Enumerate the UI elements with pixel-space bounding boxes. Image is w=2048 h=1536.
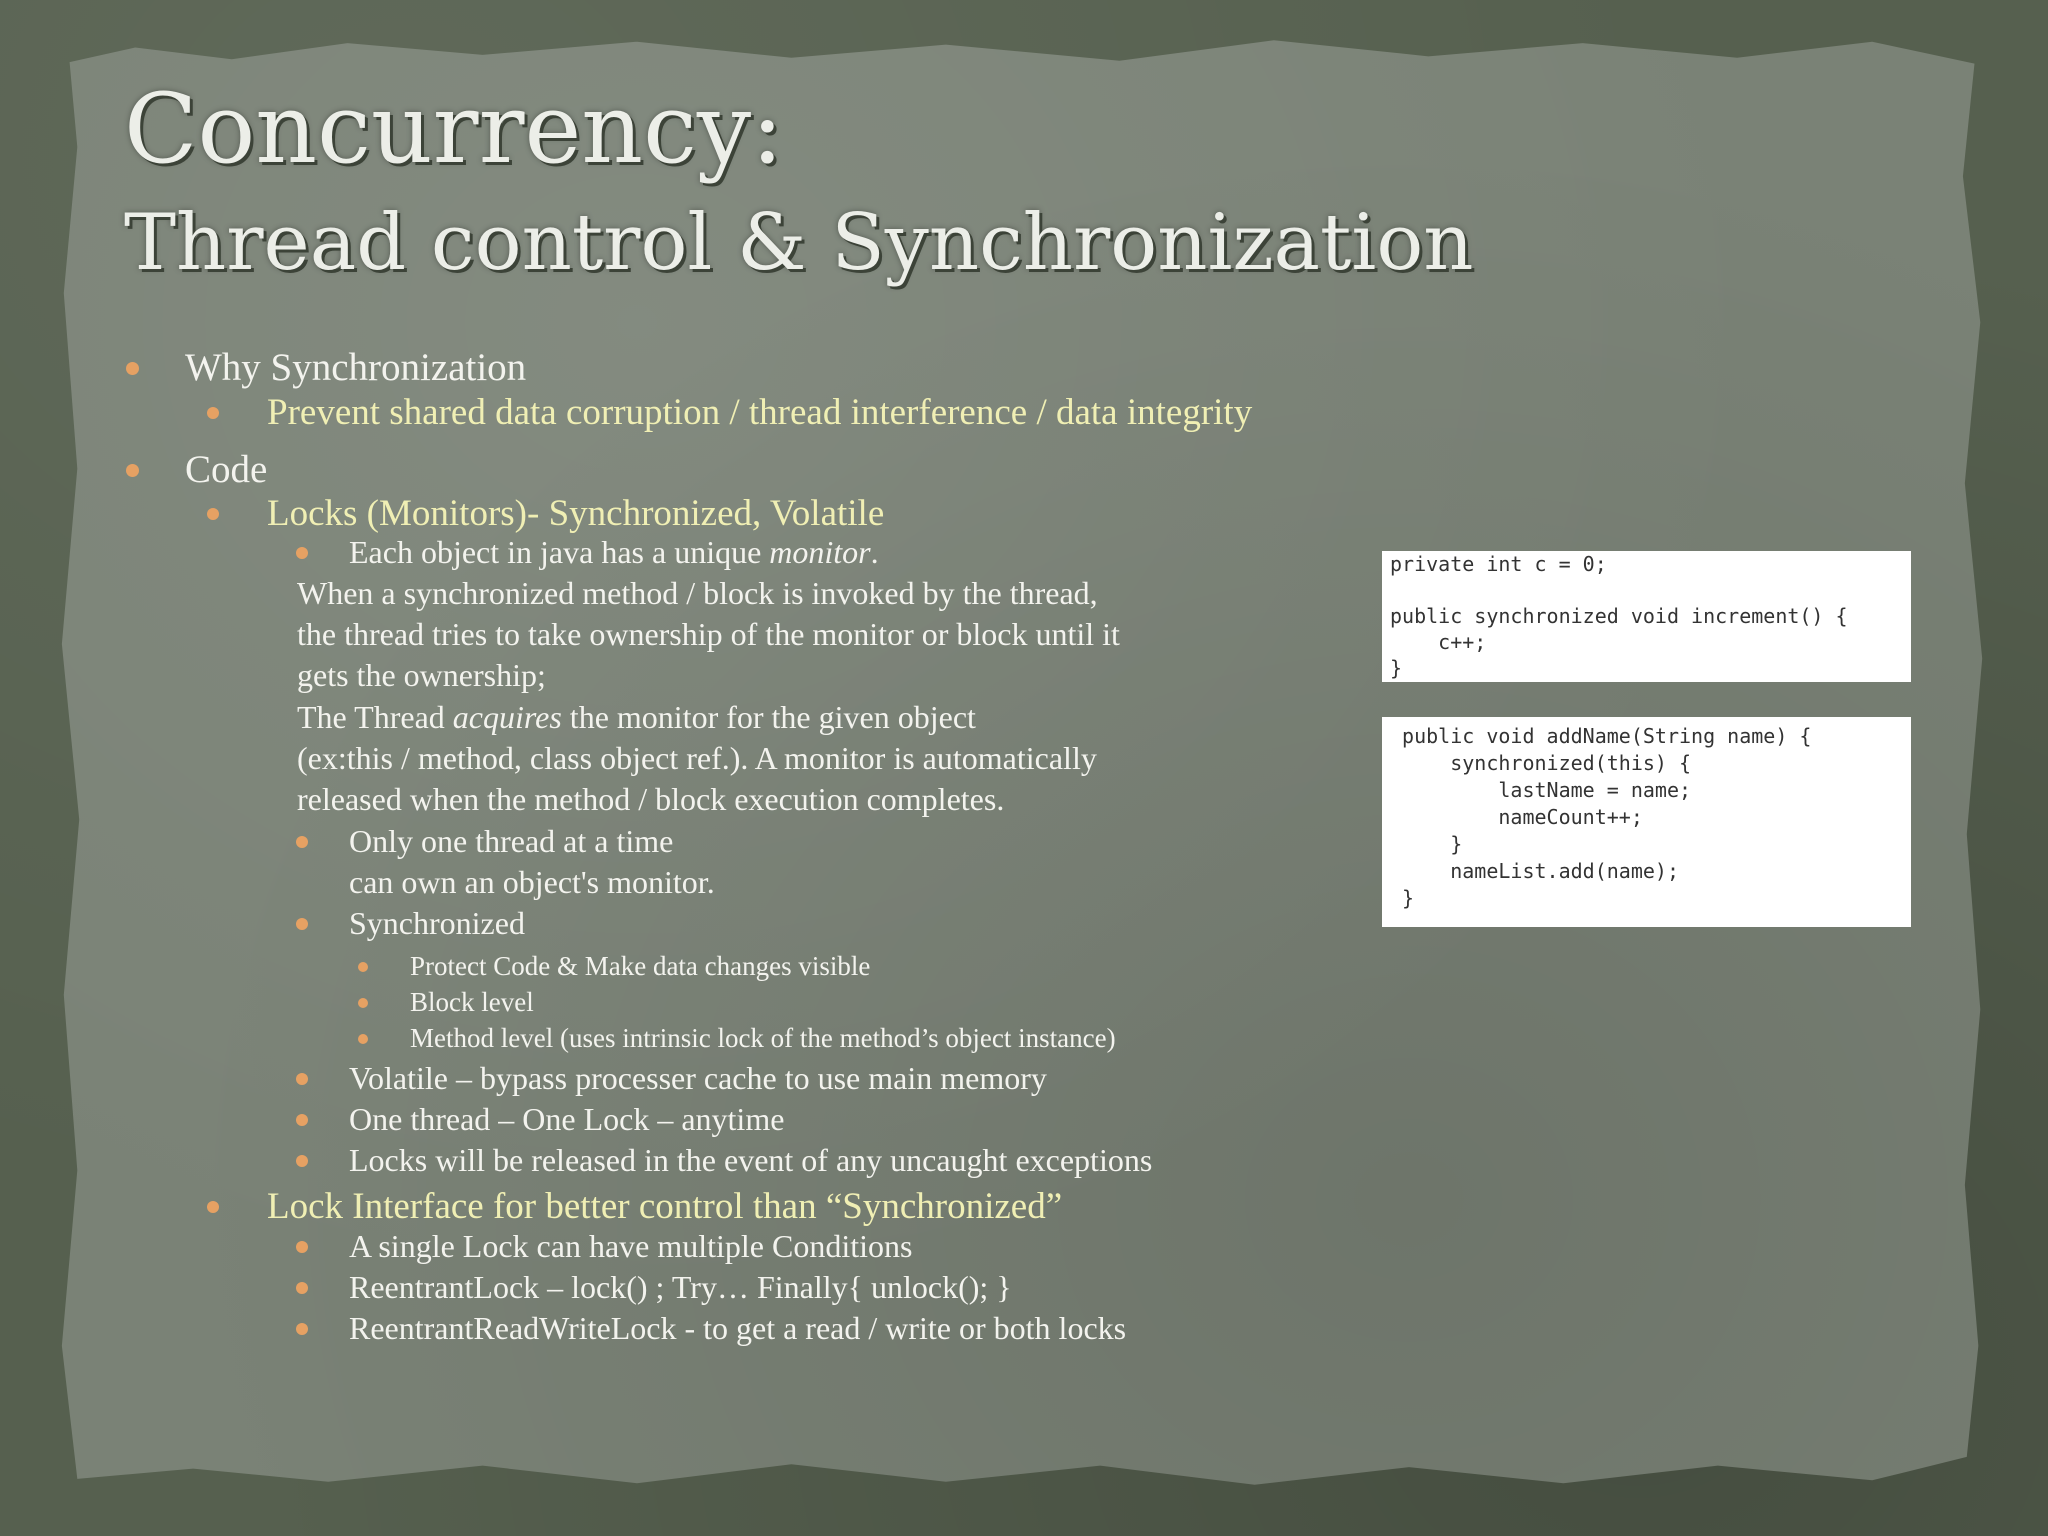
bullet-text-level-2: Lock Interface for better control than “Synchronized” — [267, 1186, 1063, 1227]
bullet-emphasis: monitor — [769, 534, 871, 570]
bullet-text-level-4: Protect Code & Make data changes visible — [410, 951, 871, 981]
code-snippet-addname — [1382, 717, 1911, 927]
code-line: synchronized(this) { — [1390, 751, 1692, 775]
bullet-text-level-3: Only one thread at a time — [349, 823, 674, 859]
bullet-text-level-4: Method level (uses intrinsic lock of the method’s object instance) — [410, 1023, 1116, 1053]
bullet-text-level-3: released when the method / block execution completes. — [297, 781, 1005, 817]
code-line: private int c = 0; — [1390, 552, 1607, 576]
bullet-dot-icon — [207, 508, 219, 520]
bullet-text-level-3: Synchronized — [349, 905, 525, 941]
code-line: nameCount++; — [1390, 805, 1643, 829]
bullet-text-level-3: can own an object's monitor. — [349, 864, 715, 900]
title-line-1: Concurrency: — [124, 73, 784, 185]
bullet-text-level-3 — [349, 534, 879, 571]
bullet-text-part: Each object in java has a unique — [349, 534, 770, 570]
slide-title — [124, 70, 1474, 298]
bullet-dot-icon — [207, 407, 219, 419]
bullet-text-level-3: Volatile – bypass processer cache to use main memory — [349, 1060, 1047, 1096]
code-line: } — [1390, 832, 1463, 856]
bullet-dot-icon — [296, 1073, 308, 1085]
bullet-dot-icon — [358, 962, 368, 972]
bullet-text-level-4: Block level — [410, 987, 534, 1017]
bullet-dot-icon — [296, 836, 308, 848]
bullet-text-level-3: When a synchronized method / block is invoked by the thread, — [297, 575, 1098, 611]
code-line: lastName = name; — [1390, 778, 1692, 802]
bullet-text-level-3: ReentrantLock – lock() ; Try… Finally{ unlock(); } — [349, 1269, 1012, 1305]
bullet-dot-icon — [358, 998, 368, 1008]
bullet-text-level-1: Why Synchronization — [185, 346, 527, 389]
bullet-dot-icon — [207, 1201, 219, 1213]
bullet-dot-icon — [296, 1323, 308, 1335]
bullet-text-level-3: ReentrantReadWriteLock - to get a read / write or both locks — [349, 1310, 1127, 1346]
bullet-text-level-3: One thread – One Lock – anytime — [349, 1101, 785, 1137]
bullet-text-level-3: gets the ownership; — [297, 657, 546, 693]
bullet-dot-icon — [296, 1155, 308, 1167]
bullet-text-part: . — [870, 534, 879, 570]
bullet-text-part: The Thread — [297, 699, 453, 735]
code-line: nameList.add(name); — [1390, 859, 1679, 883]
code-line: c++; — [1390, 630, 1487, 654]
bullet-dot-icon — [296, 918, 308, 930]
bullet-dot-icon — [126, 464, 139, 477]
code-line: public void addName(String name) { — [1390, 724, 1812, 748]
bullet-dot-icon — [296, 1241, 308, 1253]
bullet-dot-icon — [126, 362, 139, 375]
title-line-2: Thread control & Synchronization — [124, 198, 1474, 288]
bullet-text-level-3: (ex:this / method, class object ref.). A monitor is automatically — [297, 740, 1097, 776]
bullet-text-level-3: Locks will be released in the event of any uncaught exceptions — [349, 1142, 1153, 1178]
code-snippet-increment — [1382, 551, 1911, 682]
bullet-dot-icon — [358, 1034, 368, 1044]
bullet-text-level-2: Prevent shared data corruption / thread interference / data integrity — [267, 392, 1253, 433]
code-line — [1390, 577, 1911, 603]
code-line: } — [1390, 886, 1415, 910]
bullet-emphasis: acquires — [452, 699, 562, 735]
bullet-dot-icon — [296, 547, 308, 559]
bullet-text-level-2: Locks (Monitors)- Synchronized, Volatile — [267, 493, 885, 534]
bullet-text-level-3: A single Lock can have multiple Conditions — [349, 1228, 913, 1264]
code-line: } — [1390, 656, 1403, 680]
bullet-text-level-3 — [297, 699, 976, 736]
bullet-text-level-3: the thread tries to take ownership of the monitor or block until it — [297, 616, 1120, 652]
bullet-dot-icon — [296, 1114, 308, 1126]
bullet-text-level-1: Code — [185, 448, 268, 491]
code-line: public synchronized void increment() { — [1390, 604, 1848, 628]
bullet-dot-icon — [296, 1282, 308, 1294]
bullet-text-part: the monitor for the given object — [561, 699, 976, 735]
